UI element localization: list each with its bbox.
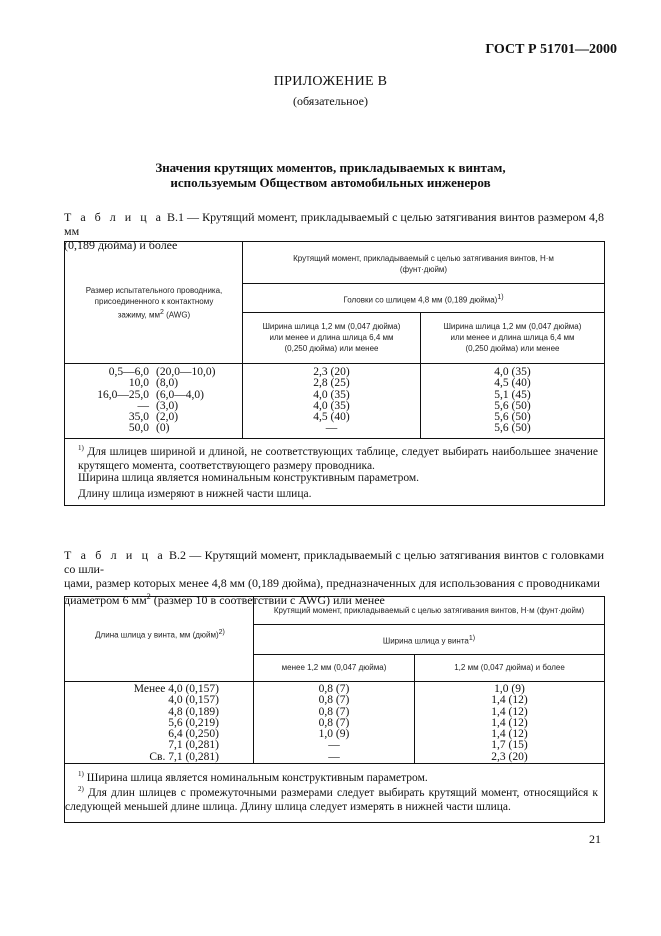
table2-subheader-b: 1,2 мм (0,047 дюйма) и более [454,663,565,672]
table2-torque-b-column: 1,0 (9) 1,4 (12) 1,4 (12) 1,4 (12) 1,4 (12) 1,7 (15) 2,3 (20) [491,683,528,763]
table2-length-column: Менее 4,0 (0,157) 4,0 (0,157) 4,8 (0,189) 5,6 (0,219) 6,4 (0,250) 7,1 (0,281) Св. 7,1 (0,281) [133,683,219,763]
table2-label: Т а б л и ц а [64,548,166,562]
table1-divider [242,312,604,313]
table2-note-1: $^{1)}$ Ширина шлица является номинальным конструктивным параметром. [78,770,428,784]
table2-divider [253,654,604,655]
table1-subheader-a: Ширина шлица 1,2 мм (0,047 дюйма) или менее и длина шлица 6,4 мм (0,250 дюйма) или менее [262,322,401,353]
table1-divider [65,363,604,364]
section-heading-line-1: Значения крутящих моментов, прикладываемых к винтам, [155,160,506,175]
table1-divider [65,438,604,439]
table1 [64,241,605,506]
table1-size-mm-column: 0,5—6,0 10,0 16,0—25,0 — 35,0 50,0 [97,366,149,435]
section-heading-line-2: используемым Обществом автомобильных инженеров [170,175,491,190]
table1-size-awg-column: (20,0—10,0) (8,0) (6,0—4,0) (3,0) (2,0) (0) [156,366,216,435]
table1-col1-header: Размер испытательного проводника, присоединенного к контактному зажиму, $мм^2$ (AWG) [85,286,223,320]
table2-caption-line-1: В.2 — Крутящий момент, прикладываемый с целью затягивания винтов с головками со шли- [64,548,604,576]
table1-divider [242,283,604,284]
table2-divider [65,681,604,682]
table2-subheader-a: менее 1,2 мм (0,047 дюйма) [281,663,387,672]
table2-slot-width-header: Ширина шлица у винта$^{1)}$ [382,635,476,646]
appendix-subtitle: (обязательное) [293,94,368,108]
table1-note-3: Длину шлица измеряют в нижней части шлица. [78,488,312,500]
table1-head-type-header: Головки со шлицем 4,8 мм (0,189 дюйма)$^{1)}$ [343,294,504,305]
table1-torque-a-column: 2,3 (20) 2,8 (25) 4,0 (35) 4,0 (35) 4,5 (40) — [313,366,350,435]
table1-note-1: $^{1)}$ Для шлицев шириной и длиной, не соответствующих таблице, следует выбирать наибольшее значение крутящего момента, соответствующего размеру проводника. [78,444,598,472]
table2-note-2: $^{2)}$ Для длин шлицев с промежуточными размерами следует выбирать крутящий момент, относящийся к следующей меньшей длине шлица. Длину шлица следует измерять в нижней части шлица. [65,785,598,813]
document-code: ГОСТ Р 51701—2000 [485,42,617,57]
table2 [64,596,605,823]
table2-caption-line-2: цами, размер которых менее 4,8 мм (0,189 дюйма), предназначенных для использования с проводниками [64,576,600,590]
table1-torque-b-column: 4,0 (35) 4,5 (40) 5,1 (45) 5,6 (50) 5,6 (50) 5,6 (50) [494,366,531,435]
table1-caption-line-1: В.1 — Крутящий момент, прикладываемый с целью затягивания винтов размером 4,8 мм [64,210,605,238]
page-number: 21 [589,832,601,846]
table1-subheader-b: Ширина шлица 1,2 мм (0,047 дюйма) или менее и длина шлица 6,4 мм (0,250 дюйма) или менее [443,322,582,353]
table2-col1-header: Длина шлица у винта, мм (дюйм)$^{2)}$ [95,629,225,640]
table2-caption-line-3: диаметром 6 $мм^2$ (размер 10 в соответствии с AWG) или менее [64,592,385,607]
table2-torque-a-column: 0,8 (7) 0,8 (7) 0,8 (7) 0,8 (7) 1,0 (9) — — [318,683,350,763]
table1-torque-header: Крутящий момент, прикладываемый с целью затягивания винтов, Н·м (фунт·дюйм) [293,254,554,274]
table2-torque-header: Крутящий момент, прикладываемый с целью затягивания винтов, Н·м (фунт·дюйм) [273,606,585,615]
appendix-title: ПРИЛОЖЕНИЕ В [273,74,388,89]
table1-label: Т а б л и ц а [64,210,165,224]
table2-divider [253,624,604,625]
table1-caption-line-2: (0,189 дюйма) и более [64,238,178,252]
table2-divider [65,763,604,764]
table1-note-2: Ширина шлица является номинальным конструктивным параметром. [78,472,420,484]
